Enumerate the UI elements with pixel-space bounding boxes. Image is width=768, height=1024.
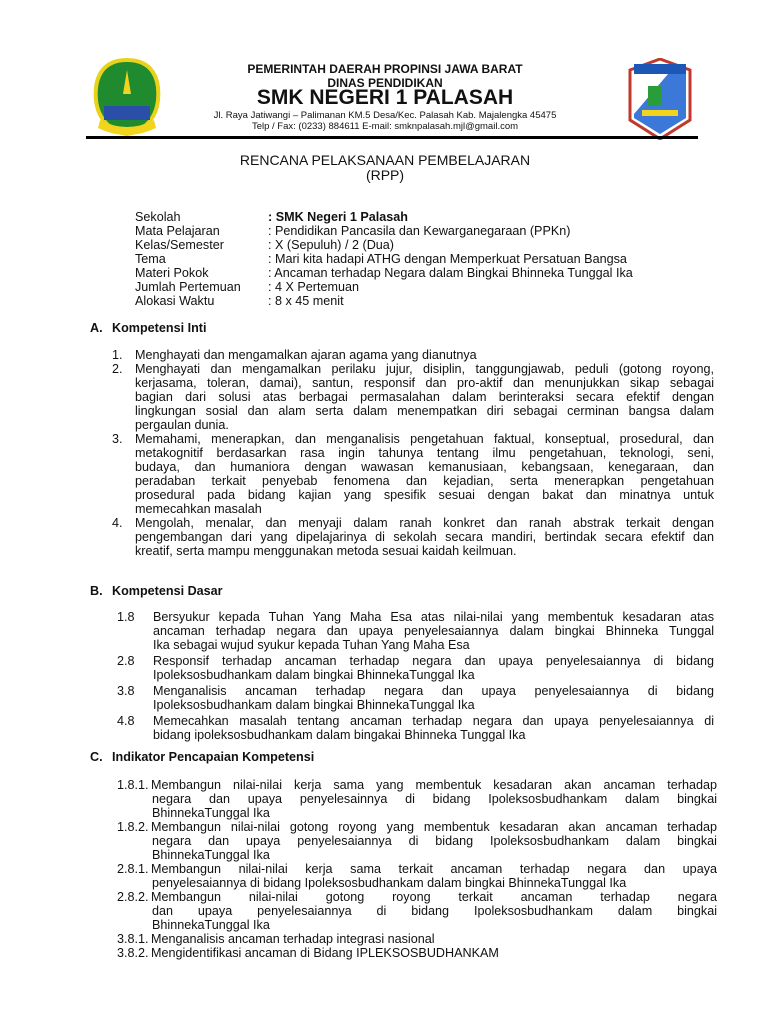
item-text-line: pergaulan dunia. [135,418,229,432]
item-text-line: Ika sebagai wujud syukur kepada Tuhan Yang Maha Esa [153,638,470,652]
identity-label: Mata Pelajaran [135,224,220,238]
item-number: 4.8 [117,714,135,728]
identity-value: : 8 x 45 menit [268,294,344,308]
list-item [117,684,714,712]
header-line-2: DINAS PENDIDIKAN [327,76,443,90]
list-item [117,714,714,742]
item-number: 2.8 [117,654,135,668]
list-item [117,778,717,820]
identity-row [135,280,695,294]
section-title: Indikator Pencapaian Kompetensi [112,750,315,764]
item-text-line: Menghayati dan mengamalkan ajaran agama yang dianutnya [135,348,477,362]
item-text-line: kreatif, serta mampu menggunakan metoda sesuai kaidah keilmuan. [135,544,517,558]
item-text-line: prosedural pada bidang kajian yang spesifik sesuai dengan bakat dan minatnya untuk [135,488,714,502]
item-text-line: Mengolah, menalar, dan menyaji dalam ranah konkret dan ranah abstrak terkait dengan [135,516,714,530]
identity-row [135,238,695,252]
identity-table [135,210,695,308]
item-text-line: BhinnekaTunggal Ika [152,918,270,932]
header-line-1: PEMERINTAH DAERAH PROPINSI JAWA BARAT [247,62,523,76]
item-text-line: budaya, dan humaniora dengan wawasan kemanusiaan, kebangsaan, kenegaraan, dan [135,460,714,474]
item-text-line: negara dan upaya penyelesaiannya di bidang Ipoleksosbudhankam dalam bingkai [152,834,717,848]
document-title: RENCANA PELAKSANAAN PEMBELAJARAN [239,152,531,168]
identity-label: Sekolah [135,210,181,224]
section-letter: C. [90,750,103,764]
identity-row [135,252,695,266]
identity-value: : Ancaman terhadap Negara dalam Bingkai Bhinneka Tunggal Ika [268,266,633,280]
identity-row [135,294,695,308]
identity-value: : SMK Negeri 1 Palasah [268,210,408,224]
item-number: 3.8.2. [117,946,149,960]
item-number: 4. [112,516,123,530]
identity-label: Materi Pokok [135,266,209,280]
header-divider [86,136,698,139]
item-text-line: Membangun nilai-nilai gotong royong terkait ancaman terhadap negara [151,890,717,904]
item-text-line: Menganalisis ancaman terhadap negara dan upaya penyelesaiannya di bidang [153,684,714,698]
item-text-line: dan upaya penyelesaiannya di bidang Ipoleksosbudhankam dalam bingkai [152,904,717,918]
document-subtitle: (RPP) [365,167,405,183]
list-item [117,890,717,932]
school-logo [628,58,692,140]
item-text-line: Memecahkan masalah tentang ancaman terhadap negara dan upaya penyelesaiannya di [153,714,714,728]
identity-label: Alokasi Waktu [135,294,215,308]
section-letter: B. [90,584,103,598]
list-item [117,610,714,652]
school-name: SMK NEGERI 1 PALASAH [256,86,514,109]
item-number: 3.8 [117,684,135,698]
list-item [112,348,714,362]
item-text-line: kerjasama, toleran, damai), santun, responsif dan pro-aktif dan menunjukkan sikap sebagai [135,376,714,390]
item-text-line: metakognitif berdasarkan rasa ingin tahunya tentang ilmu pengetahuan, teknologi, seni, [135,446,714,460]
item-text-line: Menganalisis ancaman terhadap integrasi nasional [151,932,435,946]
item-text-line: Membangun nilai-nilai gotong royong yang membentuk kesadaran akan ancaman terhadap [151,820,717,834]
identity-label: Tema [135,252,166,266]
item-text-line: penyelesaiannya di bidang Ipoleksosbudhankam dalam bingkai BhinnekaTunggal Ika [152,876,627,890]
item-text-line: Responsif terhadap ancaman terhadap negara dan upaya penyelesaiannya di bidang [153,654,714,668]
item-text-line: negara dan upaya penyelesainnya di bidang Ipoleksosbudhankam dalam bingkai [152,792,717,806]
list-item [117,946,717,960]
identity-label: Jumlah Pertemuan [135,280,241,294]
identity-value: : 4 X Pertemuan [268,280,360,294]
item-text-line: Ipoleksosbudhankam dalam bingkai BhinnekaTunggal Ika [153,668,475,682]
list-item [112,516,714,558]
item-text-line: ancaman terhadap negara dan upaya penyelesaiannya dalam bingkai Bhinneka Tunggal [153,624,714,638]
item-number: 2.8.1. [117,862,149,876]
item-number: 1.8 [117,610,135,624]
item-text-line: peradaban terkait penyebab fenomena dan kejadian, serta menerapkan pengetahuan [135,474,714,488]
section-b-heading [90,584,223,598]
item-text-line: BhinnekaTunggal Ika [152,806,270,820]
list-item [112,362,714,432]
section-a-heading [90,321,206,335]
section-letter: A. [90,321,103,335]
list-item [117,932,717,946]
kompetensi-dasar-list [117,610,714,744]
section-title: Kompetensi Inti [112,321,207,335]
item-text-line: Memahami, menerapkan, dan menganalisis pengetahuan faktual, konseptual, prosedural, dan [135,432,714,446]
item-text-line: Mengidentifikasi ancaman di Bidang IPLEKSOSBUDHANKAM [151,946,499,960]
item-text-line: BhinnekaTunggal Ika [152,848,270,862]
item-text-line: pengembangan dari yang dipelajarinya di sekolah secara mandiri, bertindak secara efektif dan [135,530,714,544]
school-contact: Telp / Fax: (0233) 884611 E-mail: smknpalasah.mjl@gmail.com [251,121,519,132]
item-number: 1.8.2. [117,820,149,834]
item-text-line: lingkungan sosial dan alam serta dalam menempatkan diri sebagai cerminan bangsa dalam [135,404,714,418]
item-text-line: bagian dari solusi atas berbagai permasalahan dalam berinteraksi secara efektif dengan [135,390,714,404]
item-text-line: Membangun nilai-nilai kerja sama yang membentuk kesadaran akan ancaman terhadap [151,778,717,792]
identity-label: Kelas/Semester [135,238,224,252]
school-address: Jl. Raya Jatiwangi – Palimanan KM.5 Desa/Kec. Palasah Kab. Majalengka 45475 [213,110,557,121]
list-item [112,432,714,516]
province-logo [92,58,162,136]
item-number: 1.8.1. [117,778,149,792]
list-item [117,820,717,862]
identity-value: : Pendidikan Pancasila dan Kewarganegaraan (PPKn) [268,224,571,238]
kompetensi-inti-list [112,348,714,558]
item-text-line: Ipoleksosbudhankam dalam bingkai BhinnekaTunggal Ika [153,698,475,712]
item-text-line: Membangun nilai-nilai kerja sama terkait ancaman terhadap negara dan upaya [151,862,717,876]
identity-row [135,210,695,224]
item-number: 3. [112,432,123,446]
identity-row [135,266,695,280]
list-item [117,654,714,682]
item-text-line: memecahkan masalah [135,502,262,516]
list-item [117,862,717,890]
indikator-list [117,778,717,960]
item-number: 1. [112,348,123,362]
item-text-line: Bersyukur kepada Tuhan Yang Maha Esa atas nilai-nilai yang membentuk kesadaran atas [153,610,714,624]
item-text-line: Menghayati dan mengamalkan perilaku jujur, disiplin, tanggungjawab, peduli (gotong royong, [135,362,714,376]
section-title: Kompetensi Dasar [112,584,223,598]
identity-value: : Mari kita hadapi ATHG dengan Memperkuat Persatuan Bangsa [268,252,627,266]
identity-row [135,224,695,238]
item-text-line: bidang ipoleksosbudhankam dalam bingakai Bhinneka Tunggal Ika [153,728,526,742]
identity-value: : X (Sepuluh) / 2 (Dua) [268,238,394,252]
item-number: 2.8.2. [117,890,149,904]
section-c-heading [90,750,314,764]
item-number: 2. [112,362,123,376]
item-number: 3.8.1. [117,932,149,946]
